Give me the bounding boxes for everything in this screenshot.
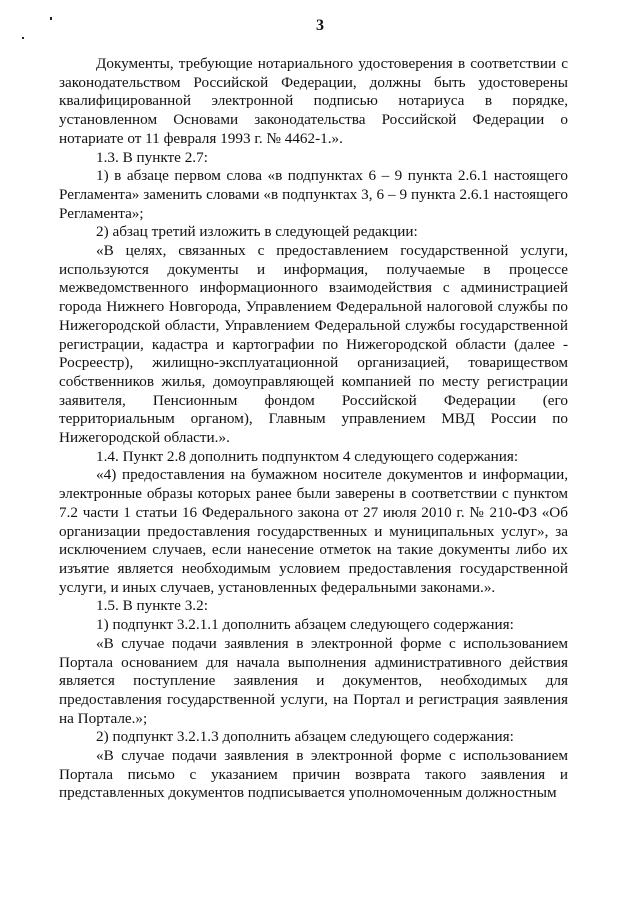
paragraph-item-1-5: 1.5. В пункте 3.2: [96,597,208,615]
paragraph-item-1-3-2: 2) абзац третий изложить в следующей редакции: [96,223,418,241]
paragraph-quote-paper-documents: «4) предоставления на бумажном носителе документов и информации, электронные образы которых ранее были заверены в соответствии с пунктом 7.2 части 1 статьи 16 Федерального закона от 27 июля 2010 г. № 210-ФЗ «Об организации предоставления государственных и муниципальных услуг», за исключением случаев, если нанесение отметок на такие документы либо их изъятие является необходимым условием предоставления государственной услуги, и иных случаев, установленных федеральными законами.». [59,466,568,596]
page-number: 3 [316,17,324,34]
paragraph-notary-continuation: Документы, требующие нотариального удостоверения в соответствии с законодательством Российской Федерации, должны быть удостоверены квалифицированной электронной подписью нотариуса в порядке, установленном Основами законодательства Российской Федерации о нотариате от 11 февраля 1993 г. № 4462-1.». [59,55,568,147]
paragraph-item-1-5-1: 1) подпункт 3.2.1.1 дополнить абзацем следующего содержания: [96,616,514,634]
paragraph-quote-portal-submission: «В случае подачи заявления в электронной форме с использованием Портала основанием для начала выполнения административного действия является поступление заявления и документов, необходимых для предоставления государственной услуги, на Портал и регистрация заявления на Портале.»; [59,634,568,727]
paragraph-item-1-3-1: 1) в абзаце первом слова «в подпунктах 6 – 9 пункта 2.6.1 настоящего Регламента» заменить словами «в подпунктах 3, 6 – 9 пункта 2.6.1 настоящего Регламента»; [59,167,568,222]
paragraph-item-1-5-2: 2) подпункт 3.2.1.3 дополнить абзацем следующего содержания: [96,728,514,746]
paragraph-item-1-4: 1.4. Пункт 2.8 дополнить подпунктом 4 следующего содержания: [96,447,519,465]
scan-speck [22,37,24,39]
paragraph-item-1-3: 1.3. В пункте 2.7: [96,148,208,166]
document-body [59,55,568,803]
paragraph-quote-interagency: «В целях, связанных с предоставлением государственной услуги, используются документы и информация, получаемые в процессе межведомственного информационного взаимодействия с администрацией города Нижнего Новгорода, Управлением Федеральной налоговой службы по Нижегородской области, Управлением Федеральной службы государственной регистрации, кадастра и картографии по Нижегородской области (далее - Росреестр), жилищно-эксплуатационной организацией, товариществом собственников жилья, домоуправляющей компанией по месту регистрации заявителя, Пенсионным фондом Российской Федерации (его территориальным органом), Главным управлением МВД России по Нижегородской области.». [59,242,568,447]
paragraph-quote-return-letter: «В случае подачи заявления в электронной форме с использованием Портала письмо с указанием причин возврата такого заявления и представленных документов подписывается уполномоченным должностным [59,747,568,802]
